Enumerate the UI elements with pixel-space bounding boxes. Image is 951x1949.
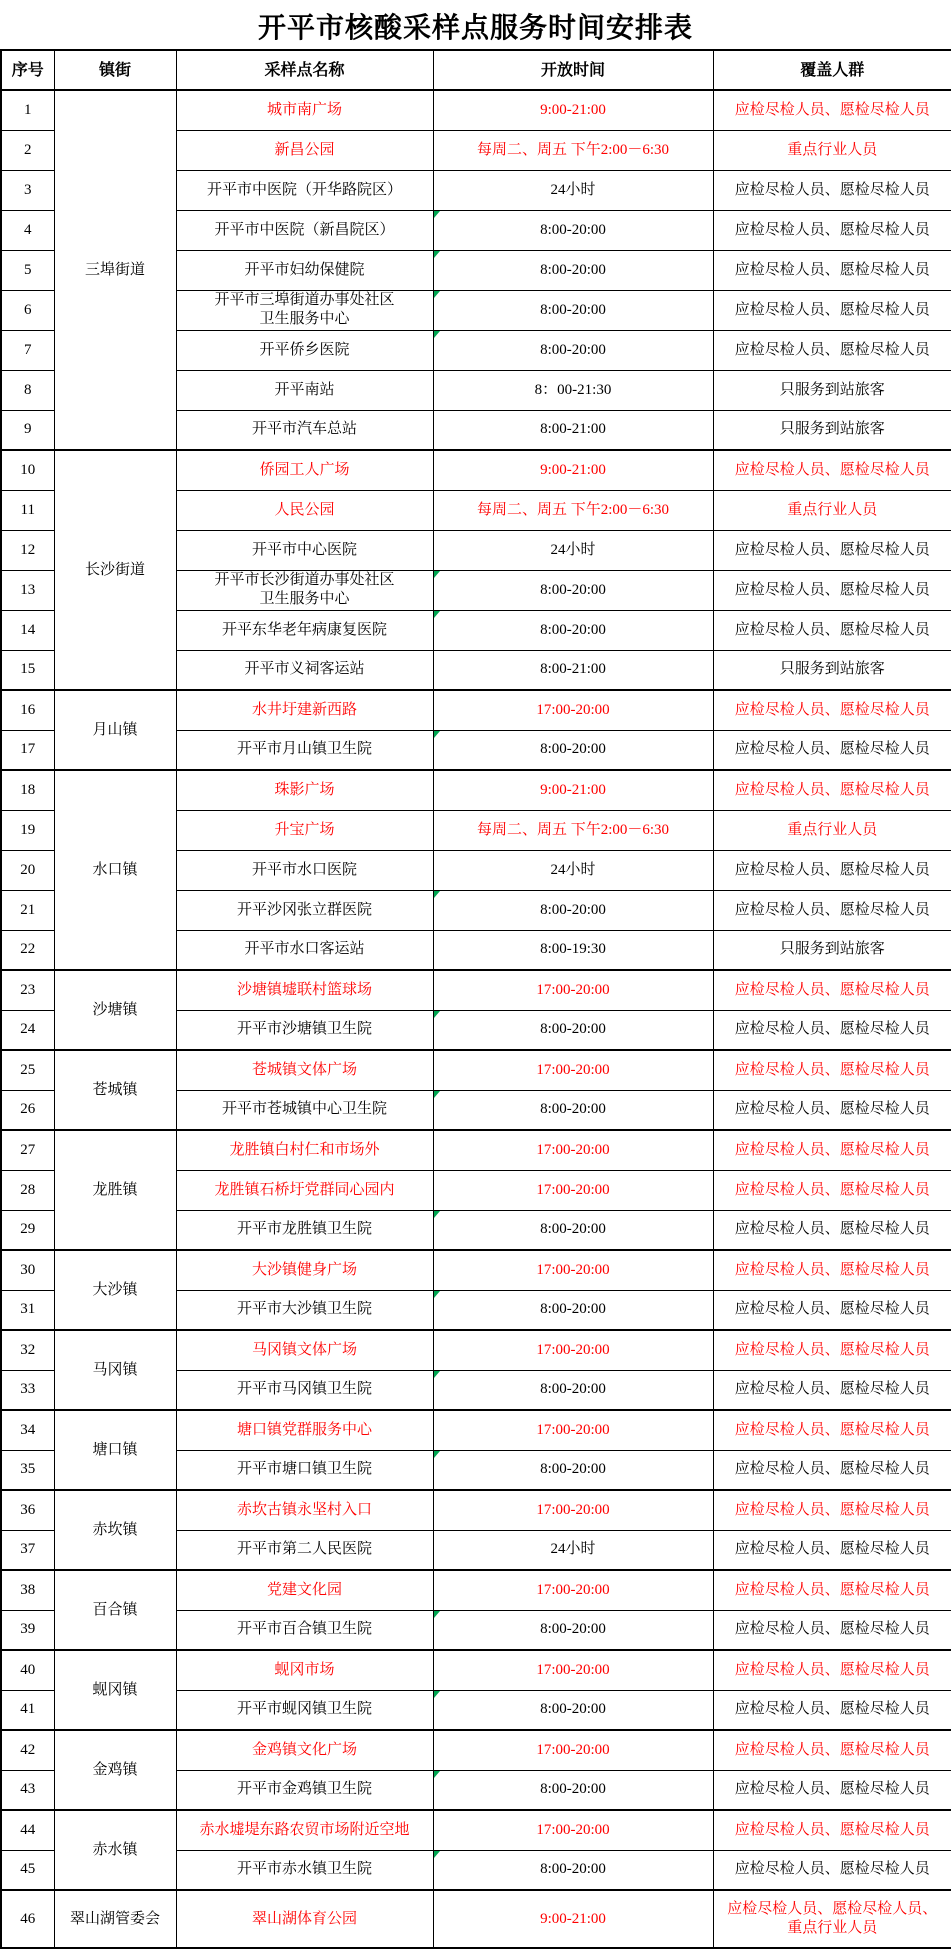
site-name-cell: 开平市金鸡镇卫生院 bbox=[176, 1770, 433, 1810]
open-time-text: 24小时 bbox=[550, 861, 596, 878]
open-time-cell bbox=[433, 650, 713, 690]
open-time-cell bbox=[433, 1650, 713, 1690]
site-name-cell: 开平市第二人民医院 bbox=[176, 1530, 433, 1570]
open-time-text: 8:00-20:00 bbox=[540, 1861, 606, 1878]
open-time-cell bbox=[433, 610, 713, 650]
green-corner-flag-icon bbox=[434, 1371, 440, 1378]
open-time-text: 8:00-20:00 bbox=[540, 1781, 606, 1798]
open-time-text: 8:00-20:00 bbox=[540, 1621, 606, 1638]
row-number-cell: 34 bbox=[1, 1410, 54, 1450]
coverage-cell: 应检尽检人员、愿检尽检人员 bbox=[713, 1370, 951, 1410]
row-number-cell: 16 bbox=[1, 690, 54, 730]
table-row bbox=[1, 770, 951, 810]
open-time-cell bbox=[433, 1570, 713, 1610]
town-cell: 金鸡镇 bbox=[54, 1730, 176, 1810]
open-time-cell bbox=[433, 90, 713, 130]
row-number-cell: 28 bbox=[1, 1170, 54, 1210]
site-name-cell: 开平市妇幼保健院 bbox=[176, 250, 433, 290]
coverage-cell: 只服务到站旅客 bbox=[713, 930, 951, 970]
row-number-cell: 14 bbox=[1, 610, 54, 650]
row-number-cell: 20 bbox=[1, 850, 54, 890]
coverage-cell: 应检尽检人员、愿检尽检人员 bbox=[713, 1530, 951, 1570]
row-number-cell: 18 bbox=[1, 770, 54, 810]
coverage-cell: 应检尽检人员、愿检尽检人员 bbox=[713, 1490, 951, 1530]
green-corner-flag-icon bbox=[434, 1611, 440, 1618]
open-time-text: 17:00-20:00 bbox=[536, 1821, 610, 1838]
town-cell: 赤水镇 bbox=[54, 1810, 176, 1890]
open-time-text: 8:00-20:00 bbox=[540, 1021, 606, 1038]
town-cell: 赤坎镇 bbox=[54, 1490, 176, 1570]
green-corner-flag-icon bbox=[434, 1451, 440, 1458]
coverage-cell: 重点行业人员 bbox=[713, 810, 951, 850]
site-name-cell: 开平市水口客运站 bbox=[176, 930, 433, 970]
open-time-cell bbox=[433, 250, 713, 290]
row-number-cell: 6 bbox=[1, 290, 54, 330]
open-time-cell bbox=[433, 890, 713, 930]
open-time-text: 17:00-20:00 bbox=[536, 1421, 610, 1438]
table-row bbox=[1, 1410, 951, 1450]
open-time-text: 每周二、周五 下午2:00－6:30 bbox=[476, 141, 670, 158]
open-time-cell bbox=[433, 1810, 713, 1850]
green-corner-flag-icon bbox=[434, 1091, 440, 1098]
coverage-cell: 应检尽检人员、愿检尽检人员 bbox=[713, 1050, 951, 1090]
table-row bbox=[1, 450, 951, 490]
coverage-cell: 应检尽检人员、愿检尽检人员 bbox=[713, 1570, 951, 1610]
open-time-text: 17:00-20:00 bbox=[536, 701, 610, 718]
open-time-text: 17:00-20:00 bbox=[536, 1061, 610, 1078]
site-name-cell: 赤水墟堤东路农贸市场附近空地 bbox=[176, 1810, 433, 1850]
coverage-cell: 只服务到站旅客 bbox=[713, 650, 951, 690]
site-name-cell: 龙胜镇白村仁和市场外 bbox=[176, 1130, 433, 1170]
coverage-cell: 重点行业人员 bbox=[713, 130, 951, 170]
table-row bbox=[1, 1730, 951, 1770]
green-corner-flag-icon bbox=[434, 1291, 440, 1298]
row-number-cell: 29 bbox=[1, 1210, 54, 1250]
open-time-text: 8:00-20:00 bbox=[540, 301, 606, 318]
open-time-cell bbox=[433, 1450, 713, 1490]
site-name-cell: 开平市沙塘镇卫生院 bbox=[176, 1010, 433, 1050]
site-name-cell: 城市南广场 bbox=[176, 90, 433, 130]
coverage-cell: 应检尽检人员、愿检尽检人员 bbox=[713, 890, 951, 930]
site-name-cell: 金鸡镇文化广场 bbox=[176, 1730, 433, 1770]
coverage-cell: 应检尽检人员、愿检尽检人员 bbox=[713, 290, 951, 330]
row-number-cell: 10 bbox=[1, 450, 54, 490]
coverage-cell: 应检尽检人员、愿检尽检人员 bbox=[713, 770, 951, 810]
row-number-cell: 2 bbox=[1, 130, 54, 170]
row-number-cell: 15 bbox=[1, 650, 54, 690]
open-time-cell bbox=[433, 1690, 713, 1730]
open-time-cell bbox=[433, 170, 713, 210]
open-time-cell bbox=[433, 130, 713, 170]
coverage-cell: 应检尽检人员、愿检尽检人员 bbox=[713, 210, 951, 250]
site-name-cell: 开平市大沙镇卫生院 bbox=[176, 1290, 433, 1330]
green-corner-flag-icon bbox=[434, 731, 440, 738]
column-header-town: 镇街 bbox=[54, 50, 176, 90]
row-number-cell: 12 bbox=[1, 530, 54, 570]
coverage-cell: 应检尽检人员、愿检尽检人员 bbox=[713, 1010, 951, 1050]
open-time-cell bbox=[433, 730, 713, 770]
open-time-cell bbox=[433, 1130, 713, 1170]
open-time-cell bbox=[433, 970, 713, 1010]
table-row bbox=[1, 1490, 951, 1530]
open-time-cell bbox=[433, 1330, 713, 1370]
row-number-cell: 36 bbox=[1, 1490, 54, 1530]
coverage-cell: 应检尽检人员、愿检尽检人员 bbox=[713, 1610, 951, 1650]
row-number-cell: 45 bbox=[1, 1850, 54, 1890]
coverage-cell: 只服务到站旅客 bbox=[713, 370, 951, 410]
site-name-cell: 龙胜镇石桥圩党群同心园内 bbox=[176, 1170, 433, 1210]
row-number-cell: 21 bbox=[1, 890, 54, 930]
site-name-cell: 开平市马冈镇卫生院 bbox=[176, 1370, 433, 1410]
open-time-text: 17:00-20:00 bbox=[536, 981, 610, 998]
open-time-text: 8:00-20:00 bbox=[540, 341, 606, 358]
coverage-cell: 应检尽检人员、愿检尽检人员 bbox=[713, 250, 951, 290]
green-corner-flag-icon bbox=[434, 611, 440, 618]
row-number-cell: 3 bbox=[1, 170, 54, 210]
green-corner-flag-icon bbox=[434, 291, 440, 298]
open-time-cell bbox=[433, 210, 713, 250]
row-number-cell: 42 bbox=[1, 1730, 54, 1770]
site-name-cell: 塘口镇党群服务中心 bbox=[176, 1410, 433, 1450]
open-time-cell bbox=[433, 850, 713, 890]
coverage-cell: 只服务到站旅客 bbox=[713, 410, 951, 450]
row-number-cell: 31 bbox=[1, 1290, 54, 1330]
coverage-cell: 应检尽检人员、愿检尽检人员 bbox=[713, 450, 951, 490]
green-corner-flag-icon bbox=[434, 1851, 440, 1858]
site-name-cell: 开平市赤水镇卫生院 bbox=[176, 1850, 433, 1890]
green-corner-flag-icon bbox=[434, 1691, 440, 1698]
site-name-cell: 侨园工人广场 bbox=[176, 450, 433, 490]
row-number-cell: 35 bbox=[1, 1450, 54, 1490]
open-time-text: 8:00-20:00 bbox=[540, 741, 606, 758]
town-cell: 大沙镇 bbox=[54, 1250, 176, 1330]
column-header-coverage: 覆盖人群 bbox=[713, 50, 951, 90]
table-row bbox=[1, 1810, 951, 1850]
open-time-text: 17:00-20:00 bbox=[536, 1141, 610, 1158]
coverage-cell: 应检尽检人员、愿检尽检人员 bbox=[713, 1210, 951, 1250]
site-name-cell: 开平侨乡医院 bbox=[176, 330, 433, 370]
town-cell: 龙胜镇 bbox=[54, 1130, 176, 1250]
table-row bbox=[1, 1050, 951, 1090]
site-name-cell: 水井圩建新西路 bbox=[176, 690, 433, 730]
open-time-cell bbox=[433, 930, 713, 970]
site-name-cell: 升宝广场 bbox=[176, 810, 433, 850]
open-time-cell bbox=[433, 1370, 713, 1410]
coverage-cell: 应检尽检人员、愿检尽检人员 bbox=[713, 90, 951, 130]
coverage-cell: 应检尽检人员、愿检尽检人员 bbox=[713, 1090, 951, 1130]
row-number-cell: 19 bbox=[1, 810, 54, 850]
site-name-cell: 苍城镇文体广场 bbox=[176, 1050, 433, 1090]
column-header-site-name: 采样点名称 bbox=[176, 50, 433, 90]
town-cell: 苍城镇 bbox=[54, 1050, 176, 1130]
open-time-text: 17:00-20:00 bbox=[536, 1661, 610, 1678]
open-time-text: 8:00-21:00 bbox=[540, 661, 606, 678]
coverage-cell: 应检尽检人员、愿检尽检人员 bbox=[713, 1810, 951, 1850]
open-time-text: 8：00-21:30 bbox=[534, 381, 612, 398]
table-row bbox=[1, 1250, 951, 1290]
site-name-cell: 开平市中心医院 bbox=[176, 530, 433, 570]
open-time-cell bbox=[433, 410, 713, 450]
row-number-cell: 25 bbox=[1, 1050, 54, 1090]
open-time-cell bbox=[433, 1010, 713, 1050]
coverage-cell: 应检尽检人员、愿检尽检人员 bbox=[713, 1690, 951, 1730]
site-name-cell: 开平沙冈张立群医院 bbox=[176, 890, 433, 930]
row-number-cell: 5 bbox=[1, 250, 54, 290]
coverage-cell: 应检尽检人员、愿检尽检人员 bbox=[713, 330, 951, 370]
row-number-cell: 43 bbox=[1, 1770, 54, 1810]
open-time-text: 24小时 bbox=[550, 1541, 596, 1558]
open-time-cell bbox=[433, 1090, 713, 1130]
table-row bbox=[1, 1650, 951, 1690]
row-number-cell: 39 bbox=[1, 1610, 54, 1650]
open-time-cell bbox=[433, 690, 713, 730]
row-number-cell: 24 bbox=[1, 1010, 54, 1050]
town-cell: 月山镇 bbox=[54, 690, 176, 770]
coverage-cell: 应检尽检人员、愿检尽检人员 bbox=[713, 1130, 951, 1170]
row-number-cell: 17 bbox=[1, 730, 54, 770]
row-number-cell: 41 bbox=[1, 1690, 54, 1730]
green-corner-flag-icon bbox=[434, 1771, 440, 1778]
header-row bbox=[1, 50, 951, 90]
town-cell: 长沙街道 bbox=[54, 450, 176, 690]
sampling-schedule-table bbox=[0, 49, 951, 1949]
green-corner-flag-icon bbox=[434, 1211, 440, 1218]
coverage-cell: 应检尽检人员、愿检尽检人员 bbox=[713, 1290, 951, 1330]
site-name-cell: 开平市百合镇卫生院 bbox=[176, 1610, 433, 1650]
table-row bbox=[1, 970, 951, 1010]
site-name-cell: 开平东华老年病康复医院 bbox=[176, 610, 433, 650]
open-time-text: 24小时 bbox=[550, 181, 596, 198]
open-time-text: 8:00-20:00 bbox=[540, 1461, 606, 1478]
open-time-cell bbox=[433, 450, 713, 490]
open-time-text: 17:00-20:00 bbox=[536, 1581, 610, 1598]
coverage-cell: 应检尽检人员、愿检尽检人员 bbox=[713, 1250, 951, 1290]
site-name-cell: 马冈镇文体广场 bbox=[176, 1330, 433, 1370]
row-number-cell: 4 bbox=[1, 210, 54, 250]
row-number-cell: 22 bbox=[1, 930, 54, 970]
open-time-cell bbox=[433, 330, 713, 370]
open-time-text: 9:00-21:00 bbox=[540, 1910, 606, 1927]
town-cell: 翠山湖管委会 bbox=[54, 1890, 176, 1948]
coverage-cell: 应检尽检人员、愿检尽检人员 bbox=[713, 1330, 951, 1370]
town-cell: 沙塘镇 bbox=[54, 970, 176, 1050]
row-number-cell: 1 bbox=[1, 90, 54, 130]
open-time-cell bbox=[433, 1730, 713, 1770]
site-name-cell: 沙塘镇墟联村篮球场 bbox=[176, 970, 433, 1010]
green-corner-flag-icon bbox=[434, 1011, 440, 1018]
page-title: 开平市核酸采样点服务时间安排表 bbox=[257, 13, 693, 44]
site-name-cell: 开平市义祠客运站 bbox=[176, 650, 433, 690]
open-time-cell bbox=[433, 1250, 713, 1290]
site-name-cell: 珠影广场 bbox=[176, 770, 433, 810]
table-row bbox=[1, 1570, 951, 1610]
coverage-cell: 应检尽检人员、愿检尽检人员 bbox=[713, 1850, 951, 1890]
open-time-cell bbox=[433, 370, 713, 410]
open-time-text: 8:00-20:00 bbox=[540, 1301, 606, 1318]
open-time-cell bbox=[433, 1170, 713, 1210]
open-time-text: 9:00-21:00 bbox=[540, 101, 606, 118]
open-time-text: 8:00-20:00 bbox=[540, 1381, 606, 1398]
open-time-cell bbox=[433, 1290, 713, 1330]
column-header-open-time: 开放时间 bbox=[433, 50, 713, 90]
open-time-text: 24小时 bbox=[550, 541, 596, 558]
site-name-cell: 开平市汽车总站 bbox=[176, 410, 433, 450]
coverage-cell: 应检尽检人员、愿检尽检人员 bbox=[713, 570, 951, 610]
site-name-cell: 开平市塘口镇卫生院 bbox=[176, 1450, 433, 1490]
green-corner-flag-icon bbox=[434, 571, 440, 578]
open-time-cell bbox=[433, 1770, 713, 1810]
site-name-cell: 开平市蚬冈镇卫生院 bbox=[176, 1690, 433, 1730]
open-time-text: 17:00-20:00 bbox=[536, 1181, 610, 1198]
site-name-cell: 开平市中医院（开华路院区） bbox=[176, 170, 433, 210]
table-row bbox=[1, 90, 951, 130]
table-row bbox=[1, 690, 951, 730]
row-number-cell: 38 bbox=[1, 1570, 54, 1610]
open-time-cell bbox=[433, 570, 713, 610]
coverage-cell: 重点行业人员 bbox=[713, 490, 951, 530]
coverage-cell: 应检尽检人员、愿检尽检人员 bbox=[713, 170, 951, 210]
row-number-cell: 13 bbox=[1, 570, 54, 610]
open-time-text: 每周二、周五 下午2:00－6:30 bbox=[476, 821, 670, 838]
table-row bbox=[1, 1330, 951, 1370]
row-number-cell: 44 bbox=[1, 1810, 54, 1850]
open-time-text: 8:00-20:00 bbox=[540, 1221, 606, 1238]
open-time-cell bbox=[433, 1850, 713, 1890]
town-cell: 塘口镇 bbox=[54, 1410, 176, 1490]
open-time-text: 8:00-20:00 bbox=[540, 221, 606, 238]
open-time-text: 8:00-19:30 bbox=[540, 941, 606, 958]
open-time-cell bbox=[433, 530, 713, 570]
row-number-cell: 11 bbox=[1, 490, 54, 530]
row-number-cell: 27 bbox=[1, 1130, 54, 1170]
site-name-cell: 新昌公园 bbox=[176, 130, 433, 170]
site-name-cell: 开平市中医院（新昌院区） bbox=[176, 210, 433, 250]
site-name-cell: 开平市月山镇卫生院 bbox=[176, 730, 433, 770]
table-row bbox=[1, 1890, 951, 1948]
open-time-cell bbox=[433, 1050, 713, 1090]
open-time-text: 9:00-21:00 bbox=[540, 461, 606, 478]
town-cell: 三埠街道 bbox=[54, 90, 176, 450]
site-name-cell: 开平市三埠街道办事处社区 卫生服务中心 bbox=[176, 290, 433, 330]
row-number-cell: 8 bbox=[1, 370, 54, 410]
coverage-cell: 应检尽检人员、愿检尽检人员 bbox=[713, 1650, 951, 1690]
site-name-cell: 开平市龙胜镇卫生院 bbox=[176, 1210, 433, 1250]
row-number-cell: 32 bbox=[1, 1330, 54, 1370]
row-number-cell: 9 bbox=[1, 410, 54, 450]
table-row bbox=[1, 1130, 951, 1170]
row-number-cell: 33 bbox=[1, 1370, 54, 1410]
row-number-cell: 30 bbox=[1, 1250, 54, 1290]
open-time-cell bbox=[433, 810, 713, 850]
table-body bbox=[1, 90, 951, 1948]
site-name-cell: 开平市水口医院 bbox=[176, 850, 433, 890]
open-time-text: 8:00-20:00 bbox=[540, 1101, 606, 1118]
row-number-cell: 7 bbox=[1, 330, 54, 370]
open-time-cell bbox=[433, 1890, 713, 1948]
row-number-cell: 37 bbox=[1, 1530, 54, 1570]
coverage-cell: 应检尽检人员、愿检尽检人员 bbox=[713, 1450, 951, 1490]
site-name-cell: 翠山湖体育公园 bbox=[176, 1890, 433, 1948]
open-time-text: 8:00-21:00 bbox=[540, 421, 606, 438]
green-corner-flag-icon bbox=[434, 331, 440, 338]
open-time-text: 9:00-21:00 bbox=[540, 781, 606, 798]
coverage-cell: 应检尽检人员、愿检尽检人员 bbox=[713, 1170, 951, 1210]
site-name-cell: 蚬冈市场 bbox=[176, 1650, 433, 1690]
coverage-cell: 应检尽检人员、愿检尽检人员 bbox=[713, 850, 951, 890]
coverage-cell: 应检尽检人员、愿检尽检人员 bbox=[713, 610, 951, 650]
coverage-cell: 应检尽检人员、愿检尽检人员 bbox=[713, 1770, 951, 1810]
open-time-text: 17:00-20:00 bbox=[536, 1261, 610, 1278]
site-name-cell: 大沙镇健身广场 bbox=[176, 1250, 433, 1290]
open-time-cell bbox=[433, 770, 713, 810]
row-number-cell: 26 bbox=[1, 1090, 54, 1130]
open-time-cell bbox=[433, 1610, 713, 1650]
site-name-cell: 人民公园 bbox=[176, 490, 433, 530]
row-number-cell: 23 bbox=[1, 970, 54, 1010]
site-name-cell: 开平市苍城镇中心卫生院 bbox=[176, 1090, 433, 1130]
open-time-text: 每周二、周五 下午2:00－6:30 bbox=[476, 501, 670, 518]
open-time-text: 17:00-20:00 bbox=[536, 1501, 610, 1518]
coverage-cell: 应检尽检人员、愿检尽检人员 bbox=[713, 690, 951, 730]
open-time-text: 8:00-20:00 bbox=[540, 1701, 606, 1718]
open-time-text: 8:00-20:00 bbox=[540, 621, 606, 638]
open-time-cell bbox=[433, 1410, 713, 1450]
open-time-cell bbox=[433, 1210, 713, 1250]
town-cell: 蚬冈镇 bbox=[54, 1650, 176, 1730]
town-cell: 水口镇 bbox=[54, 770, 176, 970]
site-name-cell: 赤坎古镇永坚村入口 bbox=[176, 1490, 433, 1530]
coverage-cell: 应检尽检人员、愿检尽检人员 bbox=[713, 1410, 951, 1450]
open-time-cell bbox=[433, 490, 713, 530]
coverage-cell: 应检尽检人员、愿检尽检人员 bbox=[713, 530, 951, 570]
open-time-text: 8:00-20:00 bbox=[540, 901, 606, 918]
coverage-cell: 应检尽检人员、愿检尽检人员、 重点行业人员 bbox=[713, 1890, 951, 1948]
coverage-cell: 应检尽检人员、愿检尽检人员 bbox=[713, 970, 951, 1010]
site-name-cell: 党建文化园 bbox=[176, 1570, 433, 1610]
green-corner-flag-icon bbox=[434, 251, 440, 258]
town-cell: 百合镇 bbox=[54, 1570, 176, 1650]
row-number-cell: 40 bbox=[1, 1650, 54, 1690]
open-time-text: 17:00-20:00 bbox=[536, 1741, 610, 1758]
site-name-cell: 开平南站 bbox=[176, 370, 433, 410]
open-time-cell bbox=[433, 290, 713, 330]
coverage-cell: 应检尽检人员、愿检尽检人员 bbox=[713, 730, 951, 770]
site-name-cell: 开平市长沙街道办事处社区 卫生服务中心 bbox=[176, 570, 433, 610]
row-number-cell: 46 bbox=[1, 1890, 54, 1948]
town-cell: 马冈镇 bbox=[54, 1330, 176, 1410]
open-time-cell bbox=[433, 1530, 713, 1570]
column-header-no: 序号 bbox=[1, 50, 54, 90]
green-corner-flag-icon bbox=[434, 211, 440, 218]
green-corner-flag-icon bbox=[434, 891, 440, 898]
coverage-cell: 应检尽检人员、愿检尽检人员 bbox=[713, 1730, 951, 1770]
open-time-text: 8:00-20:00 bbox=[540, 261, 606, 278]
open-time-cell bbox=[433, 1490, 713, 1530]
open-time-text: 17:00-20:00 bbox=[536, 1341, 610, 1358]
open-time-text: 8:00-20:00 bbox=[540, 581, 606, 598]
